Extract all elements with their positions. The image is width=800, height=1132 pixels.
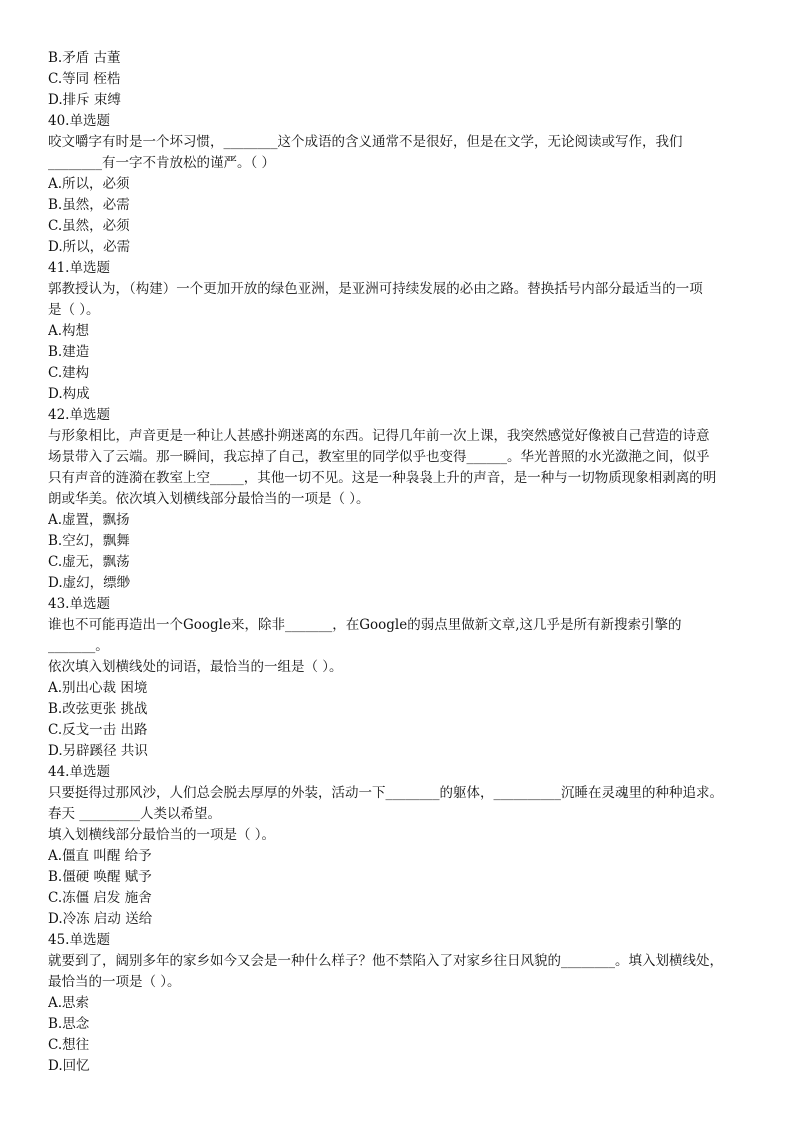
option: C.冻僵 启发 施舍 — [48, 890, 152, 906]
question-40 — [48, 111, 760, 258]
question-42 — [48, 405, 760, 594]
question-stem-line: 就要到了，阔别多年的家乡如今又会是一种什么样子？他不禁陷入了对家乡往日风貌的________。填入划横线处， — [48, 953, 723, 969]
option: D.回忆 — [48, 1058, 90, 1074]
option: A.僵直 叫醒 给予 — [48, 848, 152, 864]
option: D.虚幻，缥缈 — [48, 575, 131, 591]
option: B.僵硬 唤醒 赋予 — [48, 869, 152, 885]
option: C.等同 桎梏 — [48, 71, 121, 87]
question-stem-line: 填入划横线部分最恰当的一项是（ ）。 — [48, 827, 276, 843]
option: C.建构 — [48, 365, 90, 381]
question-header: 41.单选题 — [48, 260, 110, 276]
option: C.虚无，飘荡 — [48, 554, 130, 570]
question-stem-line: 郭教授认为，（构建）一个更加开放的绿色亚洲，是亚洲可持续发展的必由之路。替换括号内部分最适当的一项 — [48, 281, 703, 297]
question-stem-line: 场景带入了云端。那一瞬间，我忘掉了自己，教室里的同学似乎也变得______。华光普照的水光潋滟之间，似乎 — [48, 449, 710, 465]
question-45 — [48, 930, 760, 1077]
exam-document — [48, 48, 760, 1077]
question-stem-line: _______。 — [48, 638, 109, 654]
question-header: 43.单选题 — [48, 596, 110, 612]
option: A.思索 — [48, 995, 90, 1011]
option: D.所以，必需 — [48, 239, 131, 255]
option: C.虽然，必须 — [48, 218, 130, 234]
question-stem-line: 最恰当的一项是（ ）。 — [48, 974, 181, 990]
option: B.空幻，飘舞 — [48, 533, 130, 549]
option: D.构成 — [48, 386, 90, 402]
question-stem-line: 与形象相比，声音更是一种让人甚感扑朔迷离的东西。记得几年前一次上课，我突然感觉好像被自己营造的诗意 — [48, 428, 710, 444]
option: D.冷冻 启动 送给 — [48, 911, 153, 927]
question-41 — [48, 258, 760, 405]
option: D.排斥 束缚 — [48, 92, 121, 108]
option: B.虽然，必需 — [48, 197, 130, 213]
question-stem-line: 谁也不可能再造出一个Google来，除非_______，在Google的弱点里做新文章,这几乎是所有新搜索引擎的 — [48, 617, 682, 633]
prev-question-options — [48, 48, 760, 111]
question-header: 45.单选题 — [48, 932, 110, 948]
option: D.另辟蹊径 共识 — [48, 743, 148, 759]
question-stem-line: 只有声音的涟漪在教室上空_____，其他一切不见。这是一种袅袅上升的声音，是一种与一切物质现象相剥离的明 — [48, 470, 717, 486]
question-stem-line: 春天 _________人类以希望。 — [48, 806, 222, 822]
question-stem-line: ________有一字不肯放松的谨严。（ ） — [48, 155, 276, 171]
option: B.建造 — [48, 344, 90, 360]
question-stem-line: 咬文嚼字有时是一个坏习惯，________这个成语的含义通常不是很好，但是在文学，无论阅读或写作，我们 — [48, 134, 683, 150]
option: A.虚置，飘扬 — [48, 512, 130, 528]
question-stem-line: 是（ ）。 — [48, 302, 100, 318]
question-stem-line: 只要挺得过那风沙，人们总会脱去厚厚的外装，活动一下________的躯体，__________沉睡在灵魂里的种种追求。 — [48, 785, 723, 801]
option: C.反戈一击 出路 — [48, 722, 148, 738]
option: A.别出心裁 困境 — [48, 680, 148, 696]
question-44 — [48, 762, 760, 930]
question-stem-line: 朗或华美。依次填入划横线部分最恰当的一项是（ ）。 — [48, 491, 370, 507]
question-43 — [48, 594, 760, 762]
question-header: 42.单选题 — [48, 407, 110, 423]
question-header: 40.单选题 — [48, 113, 110, 129]
option: A.所以，必须 — [48, 176, 130, 192]
option: B.思念 — [48, 1016, 90, 1032]
option: A.构想 — [48, 323, 90, 339]
question-header: 44.单选题 — [48, 764, 110, 780]
option: B.矛盾 古董 — [48, 50, 121, 66]
question-stem-line: 依次填入划横线处的词语，最恰当的一组是（ ）。 — [48, 659, 343, 675]
option: B.改弦更张 挑战 — [48, 701, 148, 717]
option: C.想往 — [48, 1037, 90, 1053]
